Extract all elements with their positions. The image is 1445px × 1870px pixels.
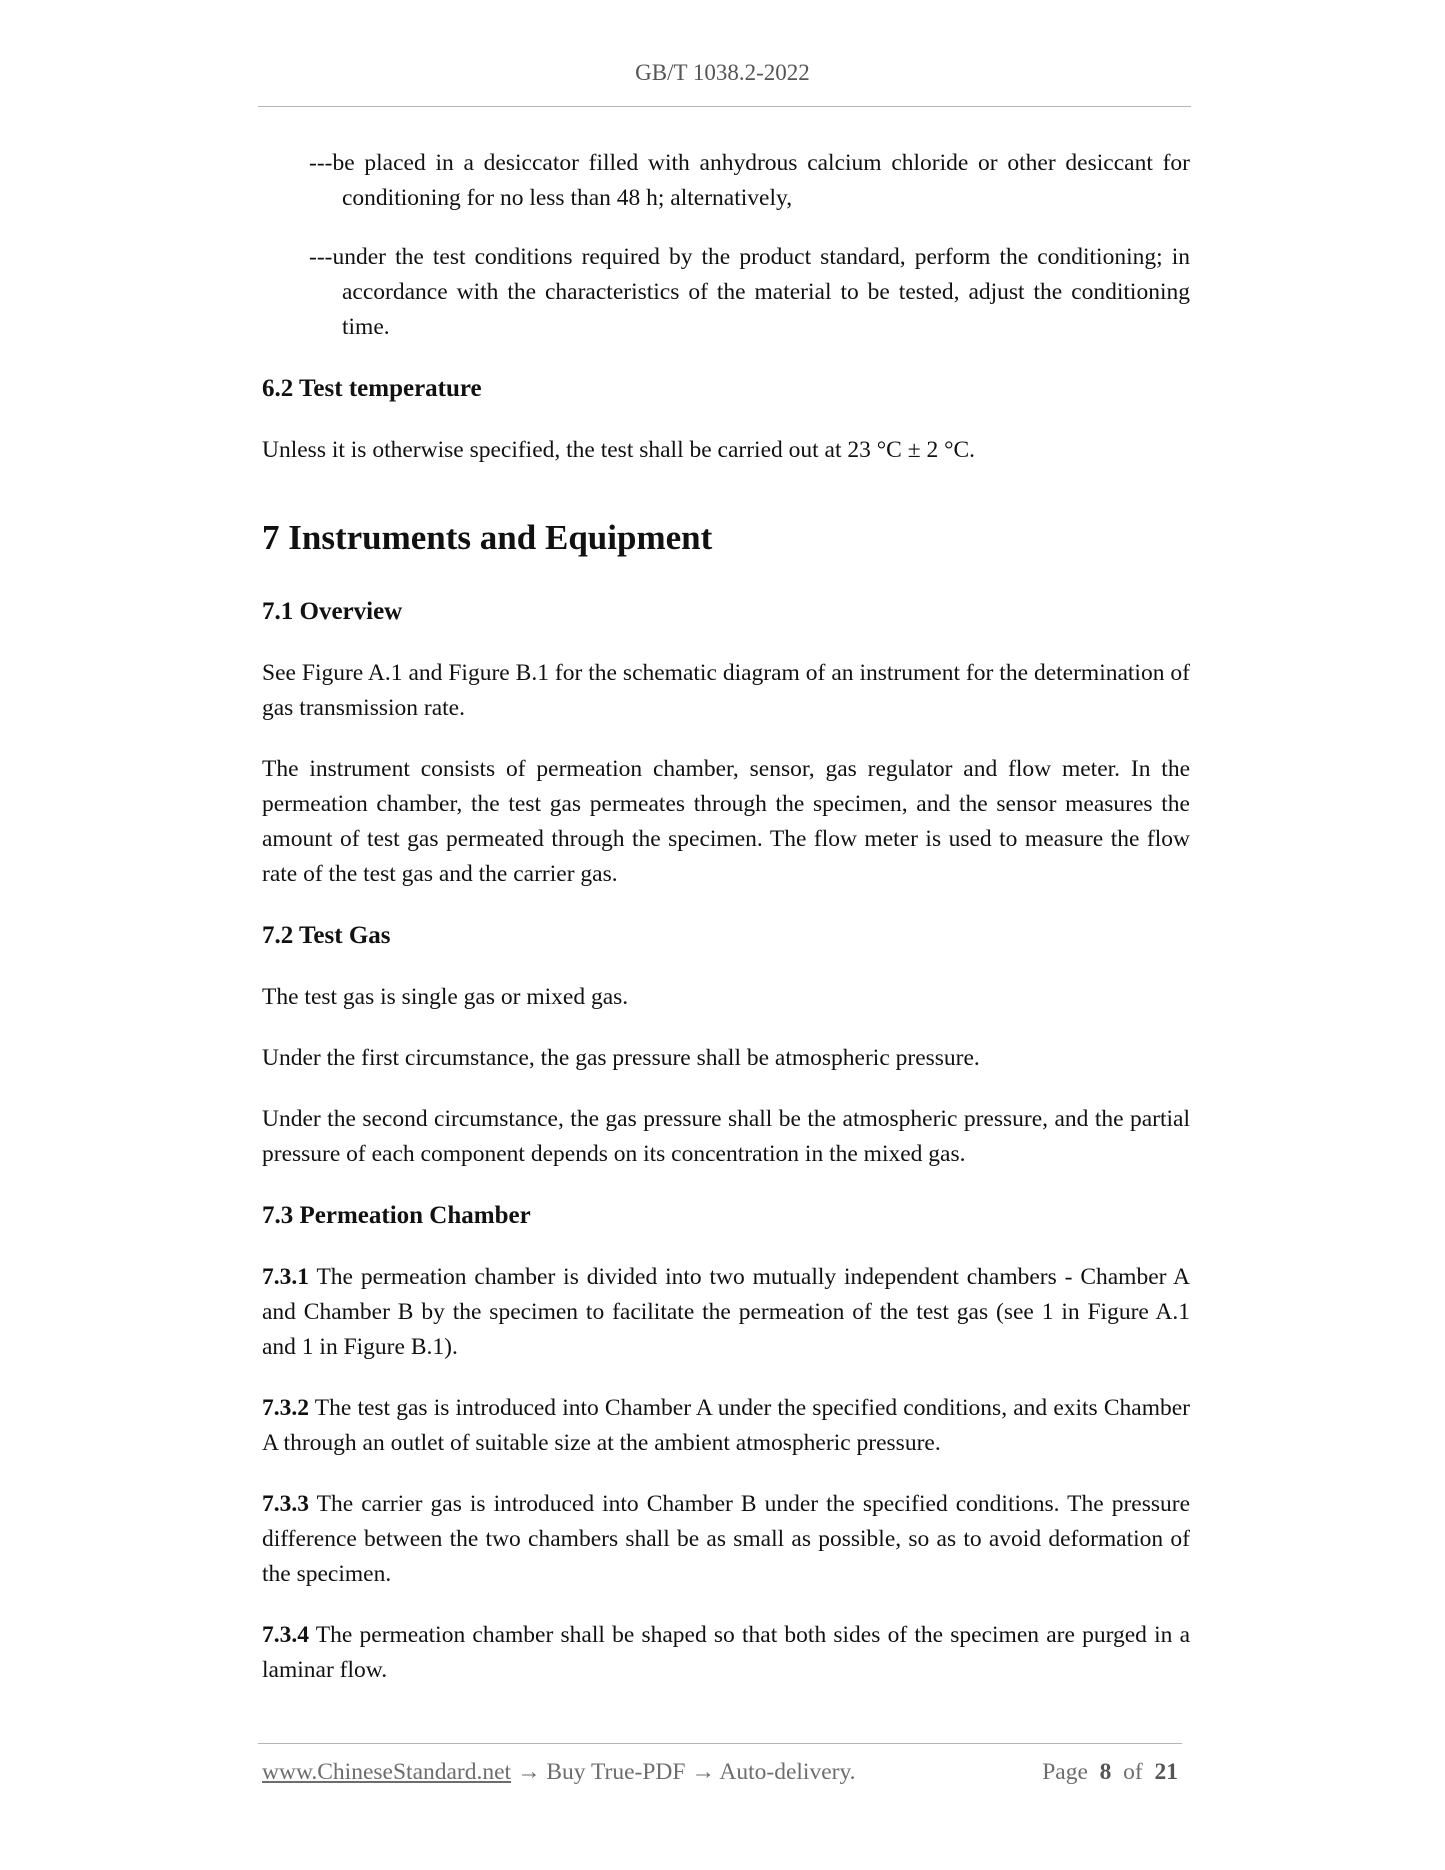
- clause-text: The permeation chamber shall be shaped so that both sides of the specimen are purged in a laminar flow.: [262, 1622, 1190, 1683]
- page-content: [262, 146, 1190, 1714]
- heading-7-2: 7.2 Test Gas: [262, 922, 391, 949]
- of-label: of: [1123, 1759, 1143, 1785]
- page-indicator: [1042, 1759, 1178, 1786]
- current-page-number: 8: [1099, 1759, 1112, 1785]
- dash-item-test-conditions: ---under the test conditions required by the product standard, perform the conditioning; in accordance with the characteristics of the material to be tested, adjust the conditioning time.: [309, 244, 1190, 340]
- paragraph-7-1-b: The instrument consists of permeation chamber, sensor, gas regulator and flow meter. In the permeation chamber, the test gas permeates through the specimen, and the sensor measures the amount of test gas permeated through the specimen. The flow meter is used to measure the flow rate of the test gas and the carrier gas.: [262, 756, 1190, 887]
- clause-text: The carrier gas is introduced into Chamber B under the specified conditions. The pressure difference between the two chambers shall be as small as possible, so as to avoid deformation of the specimen.: [262, 1491, 1191, 1587]
- paragraph-7-2-c: Under the second circumstance, the gas pressure shall be the atmospheric pressure, and the partial pressure of each component depends on its concentration in the mixed gas.: [262, 1106, 1190, 1167]
- paragraph-7-2-b: Under the first circumstance, the gas pressure shall be atmospheric pressure.: [262, 1045, 980, 1071]
- footer-promo: [262, 1759, 856, 1786]
- clause-number: 7.3.1: [262, 1264, 309, 1290]
- footer-divider: [258, 1743, 1182, 1744]
- total-pages: 21: [1154, 1759, 1178, 1785]
- heading-7-1: 7.1 Overview: [262, 598, 403, 625]
- paragraph-6-2: Unless it is otherwise specified, the test shall be carried out at 23 °C ± 2 °C.: [262, 437, 976, 463]
- clause-7-3-2: [262, 1391, 1190, 1461]
- dash-item-desiccator: ---be placed in a desiccator filled with anhydrous calcium chloride or other desiccant for conditioning for no less than 48 h; alternatively,: [309, 150, 1190, 211]
- clause-number: 7.3.4: [262, 1622, 309, 1648]
- header-divider: [258, 106, 1191, 107]
- paragraph-7-1-a: See Figure A.1 and Figure B.1 for the schematic diagram of an instrument for the determination of gas transmission rate.: [262, 660, 1190, 721]
- heading-7: 7 Instruments and Equipment: [262, 518, 713, 557]
- paragraph-7-2-a: The test gas is single gas or mixed gas.: [262, 984, 629, 1010]
- page-label: Page: [1042, 1759, 1088, 1785]
- heading-7-3: 7.3 Permeation Chamber: [262, 1202, 531, 1229]
- document-id-header: GB/T 1038.2-2022: [635, 60, 810, 85]
- clause-text: The test gas is introduced into Chamber A under the specified conditions, and exits Chamber A through an outlet of suitable size at the ambient atmospheric pressure.: [262, 1395, 1190, 1456]
- heading-6-2: 6.2 Test temperature: [262, 375, 482, 402]
- clause-7-3-3: [262, 1487, 1190, 1592]
- clause-number: 7.3.2: [262, 1395, 309, 1421]
- clause-7-3-1: [262, 1260, 1190, 1365]
- website-link[interactable]: www.ChineseStandard.net: [262, 1759, 512, 1785]
- clause-7-3-4: [262, 1618, 1190, 1688]
- clause-text: The permeation chamber is divided into two mutually independent chambers - Chamber A and Chamber B by the specimen to facilitate the permeation of the test gas (see 1 in Figure A.1 and 1 in Figure B.1).: [262, 1264, 1191, 1360]
- clause-number: 7.3.3: [262, 1491, 309, 1517]
- footer-tagline: → Buy True-PDF → Auto-delivery.: [511, 1759, 856, 1785]
